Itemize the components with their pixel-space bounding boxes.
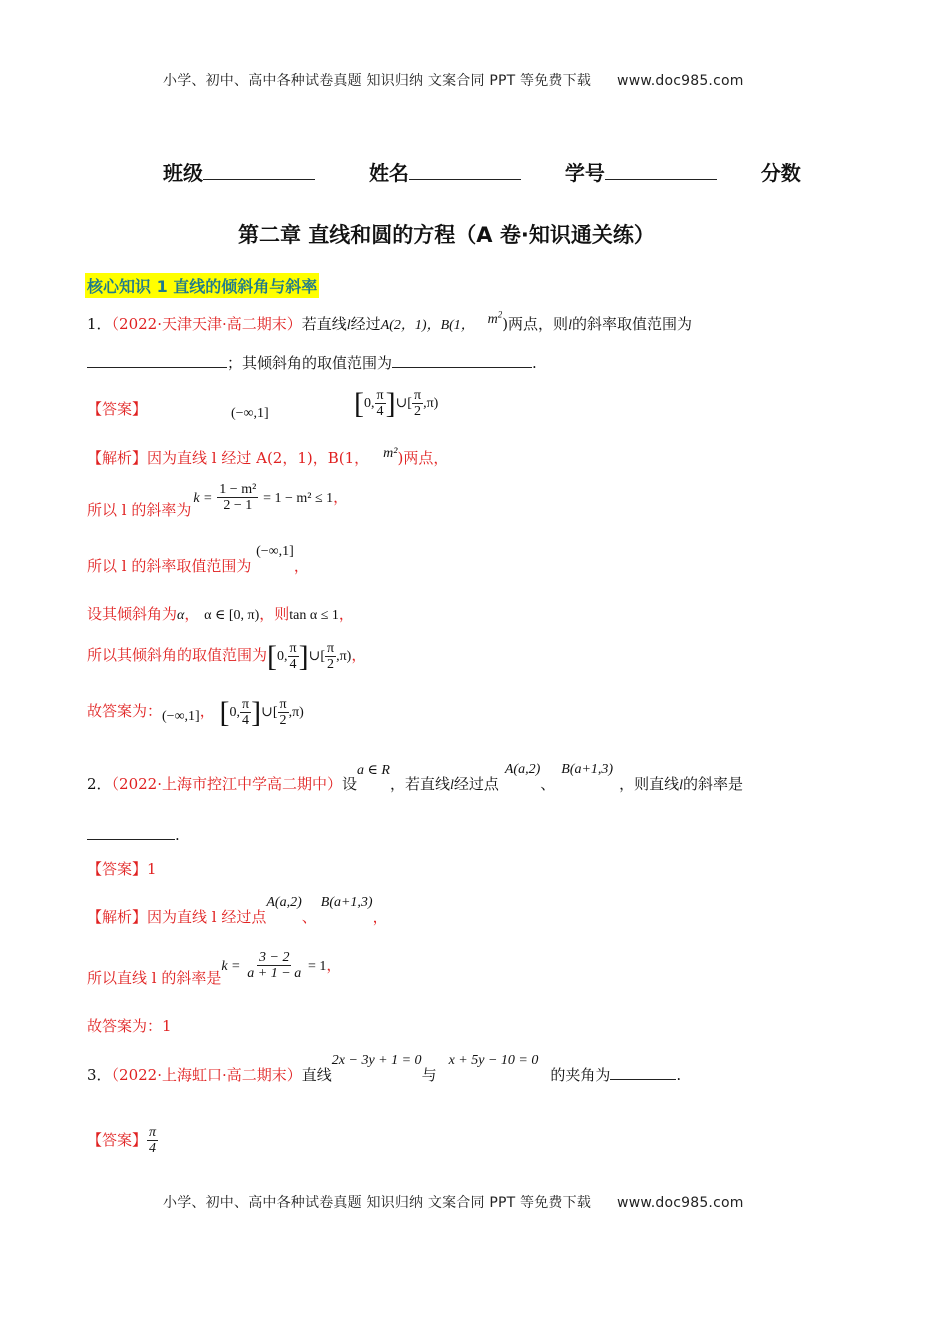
student-info-line bbox=[163, 157, 801, 186]
question-source: （2022·天津天津·高二期末） bbox=[111, 315, 302, 333]
q2-answer: 【答案】1 bbox=[87, 860, 157, 878]
answer-slope-range: (−∞,1] bbox=[231, 406, 269, 421]
q2-analysis-line-1: 【解析】因为直线 l 经过点A(a,2)、B(a+1,3)， bbox=[87, 895, 388, 926]
stem-text: )两点，则 bbox=[502, 315, 569, 333]
a-in-r: a ∈ R bbox=[357, 763, 390, 778]
question-3-stem: 3．（2022·上海虹口·高二期末）直线2x − 3y + 1 = 0与x + 5y − 10 = 0的夹角为 . bbox=[87, 1053, 682, 1084]
answer-blank-2[interactable] bbox=[392, 353, 532, 368]
stem-text: 经过 bbox=[350, 315, 381, 333]
banner-url[interactable]: www.doc985.com bbox=[617, 73, 744, 89]
name-blank[interactable] bbox=[409, 161, 521, 180]
analysis-line-4: 设其倾斜角为α， α ∈ [0, π)，则tan α ≤ 1， bbox=[87, 605, 354, 623]
footer-text: 小学、初中、高中各种试卷真题 知识归纳 文案合同 PPT 等免费下载 bbox=[163, 1195, 592, 1211]
q2-analysis-line-2: 所以直线 l 的斜率是k = $\frac{3 - 2}{a + 1 - a}$ = 1， bbox=[87, 950, 342, 987]
analysis-line-5: 所以其倾斜角的取值范围为[0, $\frac{\pi}{4}$ ]∪[ $\frac{\pi}{2}$ ,π)， bbox=[87, 639, 367, 673]
m-squared: $m^2$ bbox=[487, 309, 503, 327]
answer-angle-range: [0, $\frac{\pi}{4}$ ]∪[ $\frac{\pi}{2}$ ,π) bbox=[354, 386, 439, 420]
name-label: 姓名 bbox=[368, 161, 409, 185]
chapter-title: 第二章 直线和圆的方程（A 卷·知识通关练） bbox=[238, 223, 655, 247]
var-l: l bbox=[346, 318, 351, 333]
q2-analysis-line-3: 故答案为：1 bbox=[87, 1017, 172, 1035]
var-l: l bbox=[568, 318, 572, 333]
question-number: 1． bbox=[87, 315, 112, 333]
q3-answer: 【答案】 $\frac{\pi}{4}$ bbox=[87, 1125, 157, 1157]
stem-text: 的斜率取值范围为 bbox=[571, 315, 692, 333]
analysis-line-2: 所以 l 的斜率为k = $\frac{\text{1 − m²}}{2 - 1}$ = 1 − m² ≤ 1， bbox=[87, 482, 349, 519]
banner-text: 小学、初中、高中各种试卷真题 知识归纳 文案合同 PPT 等免费下载 bbox=[163, 73, 592, 89]
section-heading: 核心知识 1 直线的倾斜角与斜率 bbox=[85, 273, 319, 298]
equation-2: x + 5y − 10 = 0 bbox=[448, 1053, 539, 1068]
question-source: （2022·上海市控江中学高二期中） bbox=[111, 775, 342, 793]
header-banner bbox=[163, 70, 744, 90]
footer-banner bbox=[163, 1192, 744, 1212]
point-b: B(a+1,3) bbox=[561, 762, 614, 777]
answer-blank-1[interactable] bbox=[87, 353, 227, 368]
point-a: A(a,2) bbox=[504, 762, 541, 777]
question-2-stem: 2．（2022·上海市控江中学高二期中）设a ∈ R，若直线l经过点A(a,2)、B(a+1,3)，则直线l的斜率是 bbox=[87, 762, 744, 793]
point-a: A(2，1)， bbox=[380, 318, 441, 333]
question-1-stem bbox=[87, 309, 692, 334]
answer-blank[interactable] bbox=[87, 825, 175, 840]
score-label: 分数 bbox=[760, 161, 801, 185]
answer-blank[interactable] bbox=[610, 1065, 676, 1080]
analysis-line-6: 故答案为：(−∞,1]， [0, $\frac{\pi}{4}$ ]∪[ $\frac{\pi}{2}$ ,π) bbox=[87, 695, 304, 729]
id-label: 学号 bbox=[564, 161, 605, 185]
stem-text: ；其倾斜角的取值范围为 bbox=[227, 354, 393, 372]
point-b: B(1， bbox=[440, 318, 475, 333]
answer-label: 【答案】 bbox=[87, 400, 148, 418]
question-number: 2． bbox=[87, 775, 112, 793]
period: . bbox=[532, 354, 537, 372]
question-1-blanks bbox=[87, 352, 537, 373]
analysis-line-1: 【解析】因为直线 l 经过 A(2，1)，B(1， m²)两点， bbox=[87, 446, 449, 467]
equation-1: 2x − 3y + 1 = 0 bbox=[331, 1053, 422, 1068]
id-blank[interactable] bbox=[605, 161, 717, 180]
class-blank[interactable] bbox=[203, 161, 315, 180]
class-label: 班级 bbox=[163, 161, 203, 185]
analysis-line-3: 所以 l 的斜率取值范围为 (−∞,1]， bbox=[87, 544, 309, 575]
footer-url[interactable]: www.doc985.com bbox=[617, 1195, 744, 1211]
question-2-blank: . bbox=[87, 825, 180, 844]
stem-text: 若直线 bbox=[301, 315, 347, 333]
